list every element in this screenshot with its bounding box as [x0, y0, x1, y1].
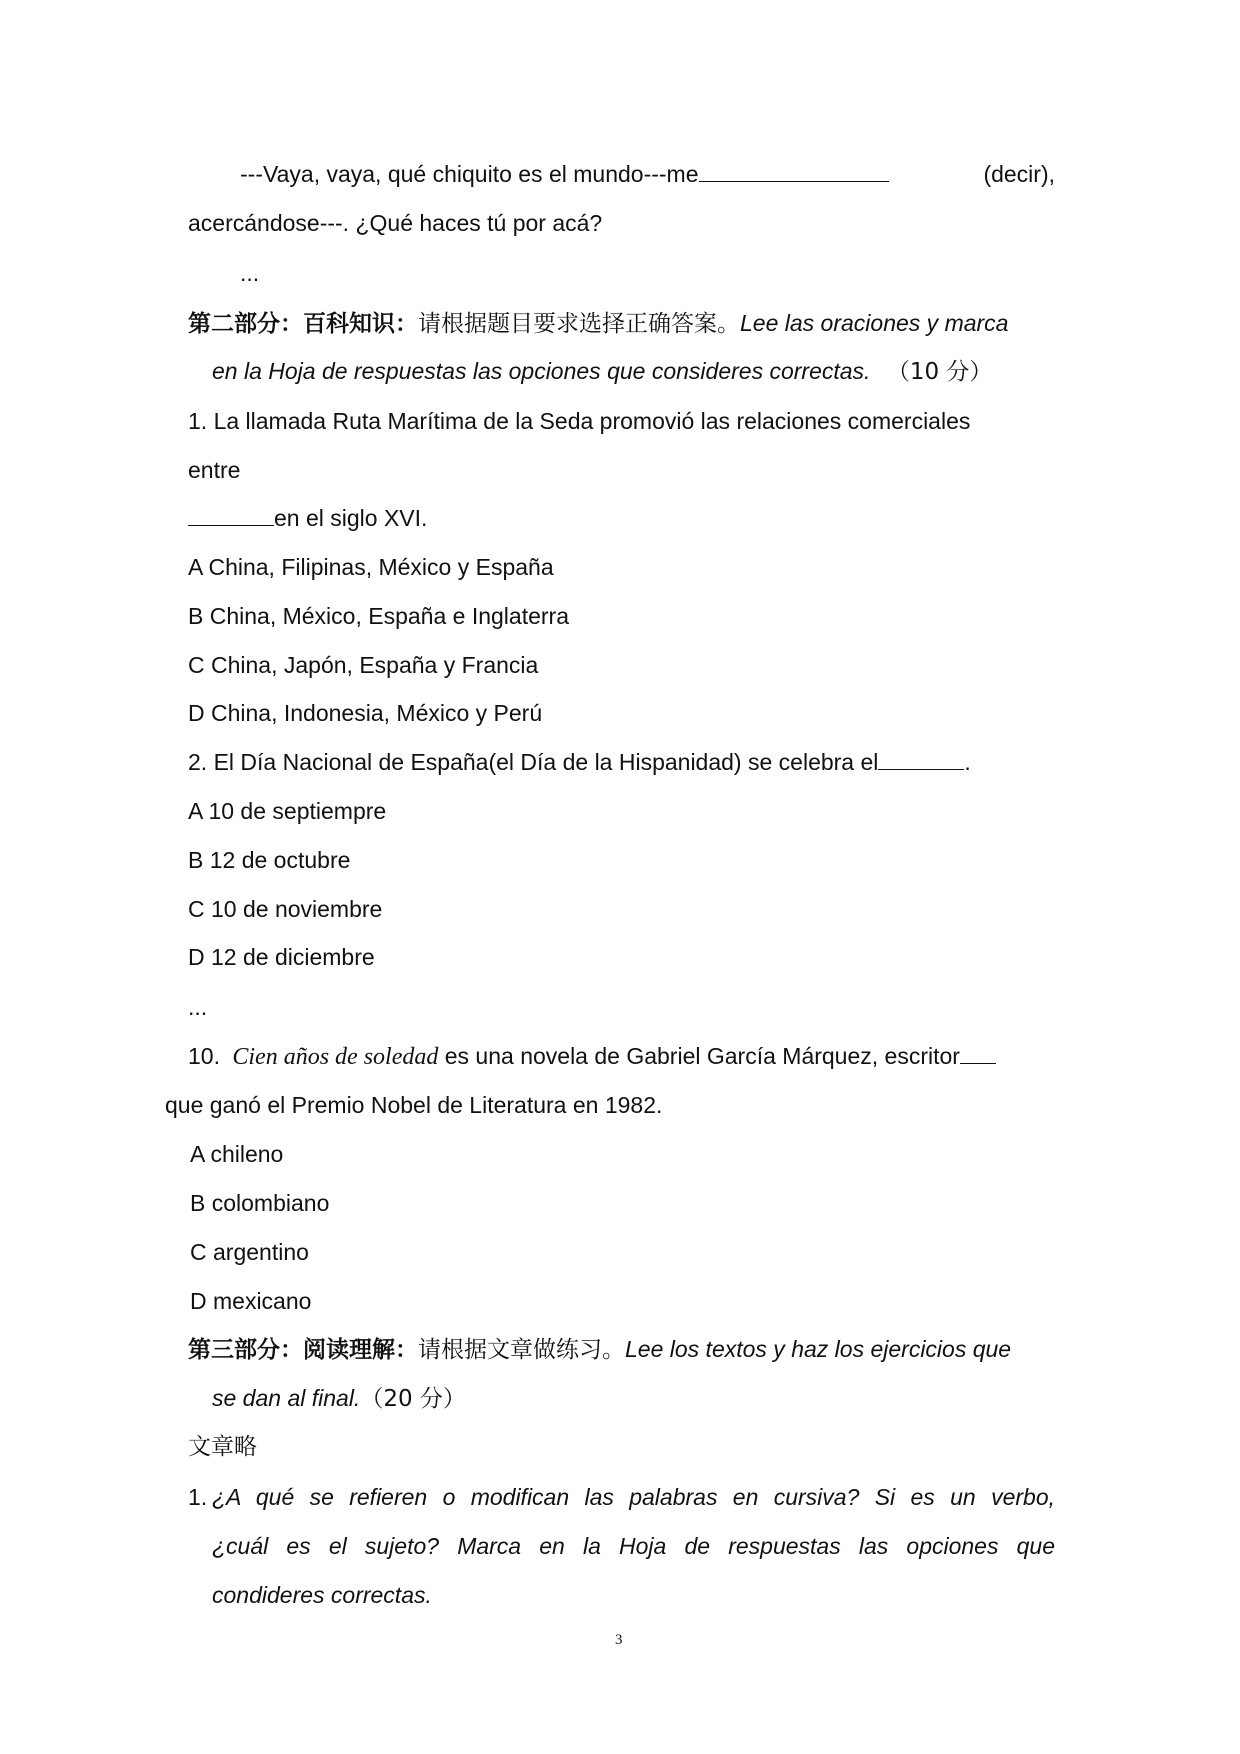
instruction-cn: 请根据文章做练习。	[418, 1337, 625, 1363]
part3-heading-line-2	[212, 1383, 466, 1414]
option-c: C argentino	[190, 1239, 309, 1265]
answer-blank	[878, 747, 964, 770]
instruction-es: Lee las oraciones y marca	[740, 310, 1009, 336]
dialogue-line-2: acercándose---. ¿Qué haces tú por acá?	[188, 210, 603, 236]
dialogue-verb-hint: (decir),	[983, 161, 1055, 187]
option-d: D mexicano	[190, 1288, 312, 1314]
part2-heading-line-1	[188, 308, 1008, 339]
answer-blank	[960, 1041, 996, 1064]
ellipsis: ...	[240, 260, 260, 286]
option-a: A 10 de septiempre	[188, 798, 387, 824]
text-omitted-note: 文章略	[188, 1434, 257, 1460]
part2-heading-line-2	[212, 356, 992, 387]
points: （20 分）	[360, 1386, 466, 1412]
option-c: C 10 de noviembre	[188, 896, 383, 922]
question-text: 2. El Día Nacional de España(el Día de la Hispanidad) se celebra el	[188, 749, 879, 775]
page-number: 3	[615, 1632, 623, 1648]
option-b: B colombiano	[190, 1190, 330, 1216]
question-end: .	[964, 749, 971, 775]
dialogue-text: ---Vaya, vaya, qué chiquito es el mundo---me	[240, 161, 699, 187]
question-1-line-3	[188, 503, 427, 533]
question-10-line-2: que ganó el Premio Nobel de Literatura en 1982.	[165, 1092, 663, 1118]
instruction-es: Lee los textos y haz los ejercicios que	[625, 1336, 1012, 1362]
option-a: A China, Filipinas, México y España	[188, 554, 554, 580]
reading-question-1-line-1	[188, 1482, 1055, 1512]
ellipsis: ...	[188, 994, 208, 1020]
question-text: es una novela de Gabriel García Márquez, escritor	[444, 1043, 960, 1069]
answer-blank	[188, 503, 274, 526]
section-title: 第三部分：阅读理解：	[188, 1337, 418, 1363]
instruction-cn: 请根据题目要求选择正确答案。	[418, 311, 740, 337]
question-text: en el siglo XVI.	[274, 505, 428, 531]
question-2	[188, 747, 971, 777]
book-title: Cien años de soledad	[232, 1044, 439, 1070]
option-b: B China, México, España e Inglaterra	[188, 603, 569, 629]
option-c: C China, Japón, España y Francia	[188, 652, 539, 678]
dialogue-line-1	[240, 159, 1055, 189]
reading-question-1-line-2: ¿cuál es el sujeto? Marca en la Hoja de respuestas las opciones que	[212, 1533, 1055, 1559]
question-text: ¿A qué se refieren o modifican las palabras en cursiva? Si es un verbo,	[212, 1484, 1055, 1510]
part3-heading-line-1	[188, 1334, 1011, 1365]
reading-question-1-line-3: condideres correctas.	[212, 1582, 432, 1608]
option-a: A chileno	[190, 1141, 284, 1167]
section-title: 第二部分：百科知识：	[188, 311, 418, 337]
option-b: B 12 de octubre	[188, 847, 351, 873]
instruction-es-cont: se dan al final.	[212, 1385, 361, 1411]
answer-blank	[699, 159, 889, 182]
question-number: 1.	[188, 1484, 208, 1510]
question-10-line-1	[188, 1041, 996, 1072]
question-number: 10.	[188, 1043, 220, 1069]
option-d: D 12 de diciembre	[188, 944, 375, 970]
option-d: D China, Indonesia, México y Perú	[188, 700, 543, 726]
points: （10 分）	[886, 359, 993, 385]
instruction-es-cont: en la Hoja de respuestas las opciones que consideres correctas.	[212, 358, 871, 384]
question-1-line-2: entre	[188, 457, 241, 483]
question-1-line-1: 1. La llamada Ruta Marítima de la Seda promovió las relaciones comerciales	[188, 408, 971, 434]
